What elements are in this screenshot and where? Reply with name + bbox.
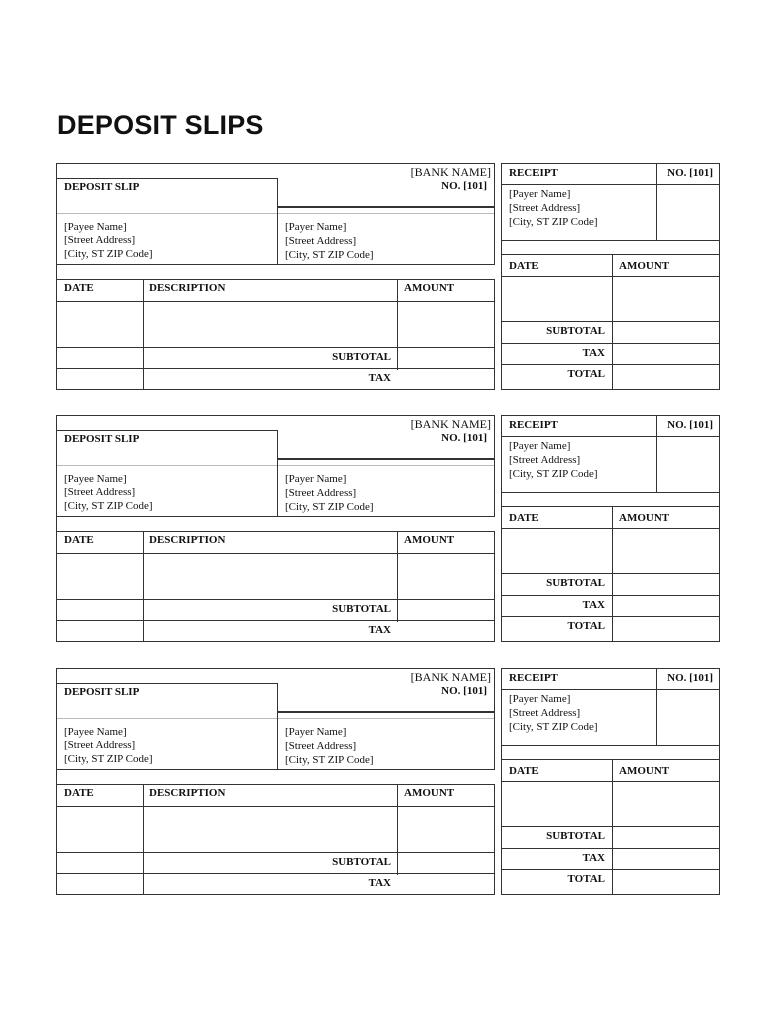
receipt-number: NO. [101] [667,419,713,431]
payee-city[interactable]: [City, ST ZIP Code] [64,248,153,260]
subtotal-amount[interactable] [398,853,494,873]
amount-cell[interactable] [398,807,494,852]
subtotal-amount[interactable] [398,600,494,620]
deposit-slip-block [0,163,770,403]
deposit-slip [56,415,495,642]
receipt-amount-header: AMOUNT [619,765,670,777]
payer-city[interactable]: [City, ST ZIP Code] [285,754,374,766]
receipt-payer-city[interactable]: [City, ST ZIP Code] [509,216,598,228]
receipt-amount-cell[interactable] [613,529,719,573]
receipt-number: NO. [101] [667,167,713,179]
receipt-payer-name[interactable]: [Payer Name] [509,440,571,452]
payee-city[interactable]: [City, ST ZIP Code] [64,753,153,765]
payer-city[interactable]: [City, ST ZIP Code] [285,501,374,513]
receipt-subtotal-amount[interactable] [613,827,719,848]
receipt-total-amount[interactable] [613,365,719,389]
receipt-payer-city[interactable]: [City, ST ZIP Code] [509,721,598,733]
receipt-total-label: TOTAL [567,620,605,632]
deposit-slip [56,668,495,895]
slip-number: NO. [101] [441,432,487,444]
payee-street[interactable]: [Street Address] [64,739,136,751]
deposit-slip-label: DEPOSIT SLIP [64,433,140,445]
receipt-label: RECEIPT [509,419,558,431]
bank-name: [BANK NAME] [410,165,491,179]
date-cell[interactable] [58,302,143,347]
payer-name[interactable]: [Payer Name] [285,726,347,738]
amount-header: AMOUNT [404,787,455,799]
date-header: DATE [64,534,94,546]
tax-label: TAX [368,624,391,636]
receipt-tax-amount[interactable] [613,344,719,364]
subtotal-label: SUBTOTAL [332,351,391,363]
deposit-slip-label: DEPOSIT SLIP [64,686,140,698]
payer-name[interactable]: [Payer Name] [285,221,347,233]
deposit-slip-block [0,415,770,655]
receipt-payer-street[interactable]: [Street Address] [509,454,581,466]
receipt-subtotal-amount[interactable] [613,574,719,595]
receipt-tax-amount[interactable] [613,596,719,616]
receipt-date-header: DATE [509,765,539,777]
receipt-payer-city[interactable]: [City, ST ZIP Code] [509,468,598,480]
receipt-total-label: TOTAL [567,368,605,380]
receipt-number: NO. [101] [667,672,713,684]
payer-street[interactable]: [Street Address] [285,235,357,247]
tax-label: TAX [368,372,391,384]
receipt-tax-label: TAX [582,347,605,359]
tax-amount[interactable] [398,369,494,389]
receipt-total-amount[interactable] [613,870,719,894]
deposit-slip [56,163,495,390]
receipt-date-header: DATE [509,260,539,272]
deposit-slip-label: DEPOSIT SLIP [64,181,140,193]
receipt-amount-cell[interactable] [613,277,719,321]
description-header: DESCRIPTION [149,282,226,294]
payer-street[interactable]: [Street Address] [285,740,357,752]
tax-amount[interactable] [398,874,494,894]
receipt-date-cell[interactable] [502,277,612,321]
receipt-subtotal-label: SUBTOTAL [546,577,605,589]
date-header: DATE [64,787,94,799]
receipt-subtotal-label: SUBTOTAL [546,830,605,842]
subtotal-label: SUBTOTAL [332,603,391,615]
receipt-date-cell[interactable] [502,529,612,573]
tax-label: TAX [368,877,391,889]
date-header: DATE [64,282,94,294]
receipt-subtotal-amount[interactable] [613,322,719,343]
receipt-date-header: DATE [509,512,539,524]
payee-name[interactable]: [Payee Name] [64,726,127,738]
tax-amount[interactable] [398,621,494,641]
payer-street[interactable]: [Street Address] [285,487,357,499]
receipt-label: RECEIPT [509,672,558,684]
amount-header: AMOUNT [404,282,455,294]
date-cell[interactable] [58,554,143,599]
description-cell[interactable] [144,302,397,347]
subtotal-label: SUBTOTAL [332,856,391,868]
page-title: DEPOSIT SLIPS [57,110,264,140]
payee-street[interactable]: [Street Address] [64,486,136,498]
description-cell[interactable] [144,807,397,852]
receipt-amount-header: AMOUNT [619,260,670,272]
receipt-total-amount[interactable] [613,617,719,641]
subtotal-amount[interactable] [398,348,494,368]
payee-city[interactable]: [City, ST ZIP Code] [64,500,153,512]
receipt-amount-header: AMOUNT [619,512,670,524]
receipt-subtotal-label: SUBTOTAL [546,325,605,337]
payee-street[interactable]: [Street Address] [64,234,136,246]
receipt-date-cell[interactable] [502,782,612,826]
bank-name: [BANK NAME] [410,670,491,684]
payer-name[interactable]: [Payer Name] [285,473,347,485]
receipt-payer-street[interactable]: [Street Address] [509,707,581,719]
slip-number: NO. [101] [441,685,487,697]
payer-city[interactable]: [City, ST ZIP Code] [285,249,374,261]
receipt [501,668,720,895]
slip-number: NO. [101] [441,180,487,192]
receipt-tax-label: TAX [582,852,605,864]
receipt-payer-street[interactable]: [Street Address] [509,202,581,214]
receipt-payer-name[interactable]: [Payer Name] [509,693,571,705]
amount-cell[interactable] [398,302,494,347]
receipt-total-label: TOTAL [567,873,605,885]
payee-name[interactable]: [Payee Name] [64,473,127,485]
description-cell[interactable] [144,554,397,599]
amount-header: AMOUNT [404,534,455,546]
receipt-label: RECEIPT [509,167,558,179]
date-cell[interactable] [58,807,143,852]
receipt-tax-amount[interactable] [613,849,719,869]
receipt-amount-cell[interactable] [613,782,719,826]
receipt [501,163,720,390]
payee-name[interactable]: [Payee Name] [64,221,127,233]
description-header: DESCRIPTION [149,787,226,799]
amount-cell[interactable] [398,554,494,599]
receipt-payer-name[interactable]: [Payer Name] [509,188,571,200]
bank-name: [BANK NAME] [410,417,491,431]
deposit-slip-block [0,668,770,908]
receipt-tax-label: TAX [582,599,605,611]
receipt [501,415,720,642]
description-header: DESCRIPTION [149,534,226,546]
